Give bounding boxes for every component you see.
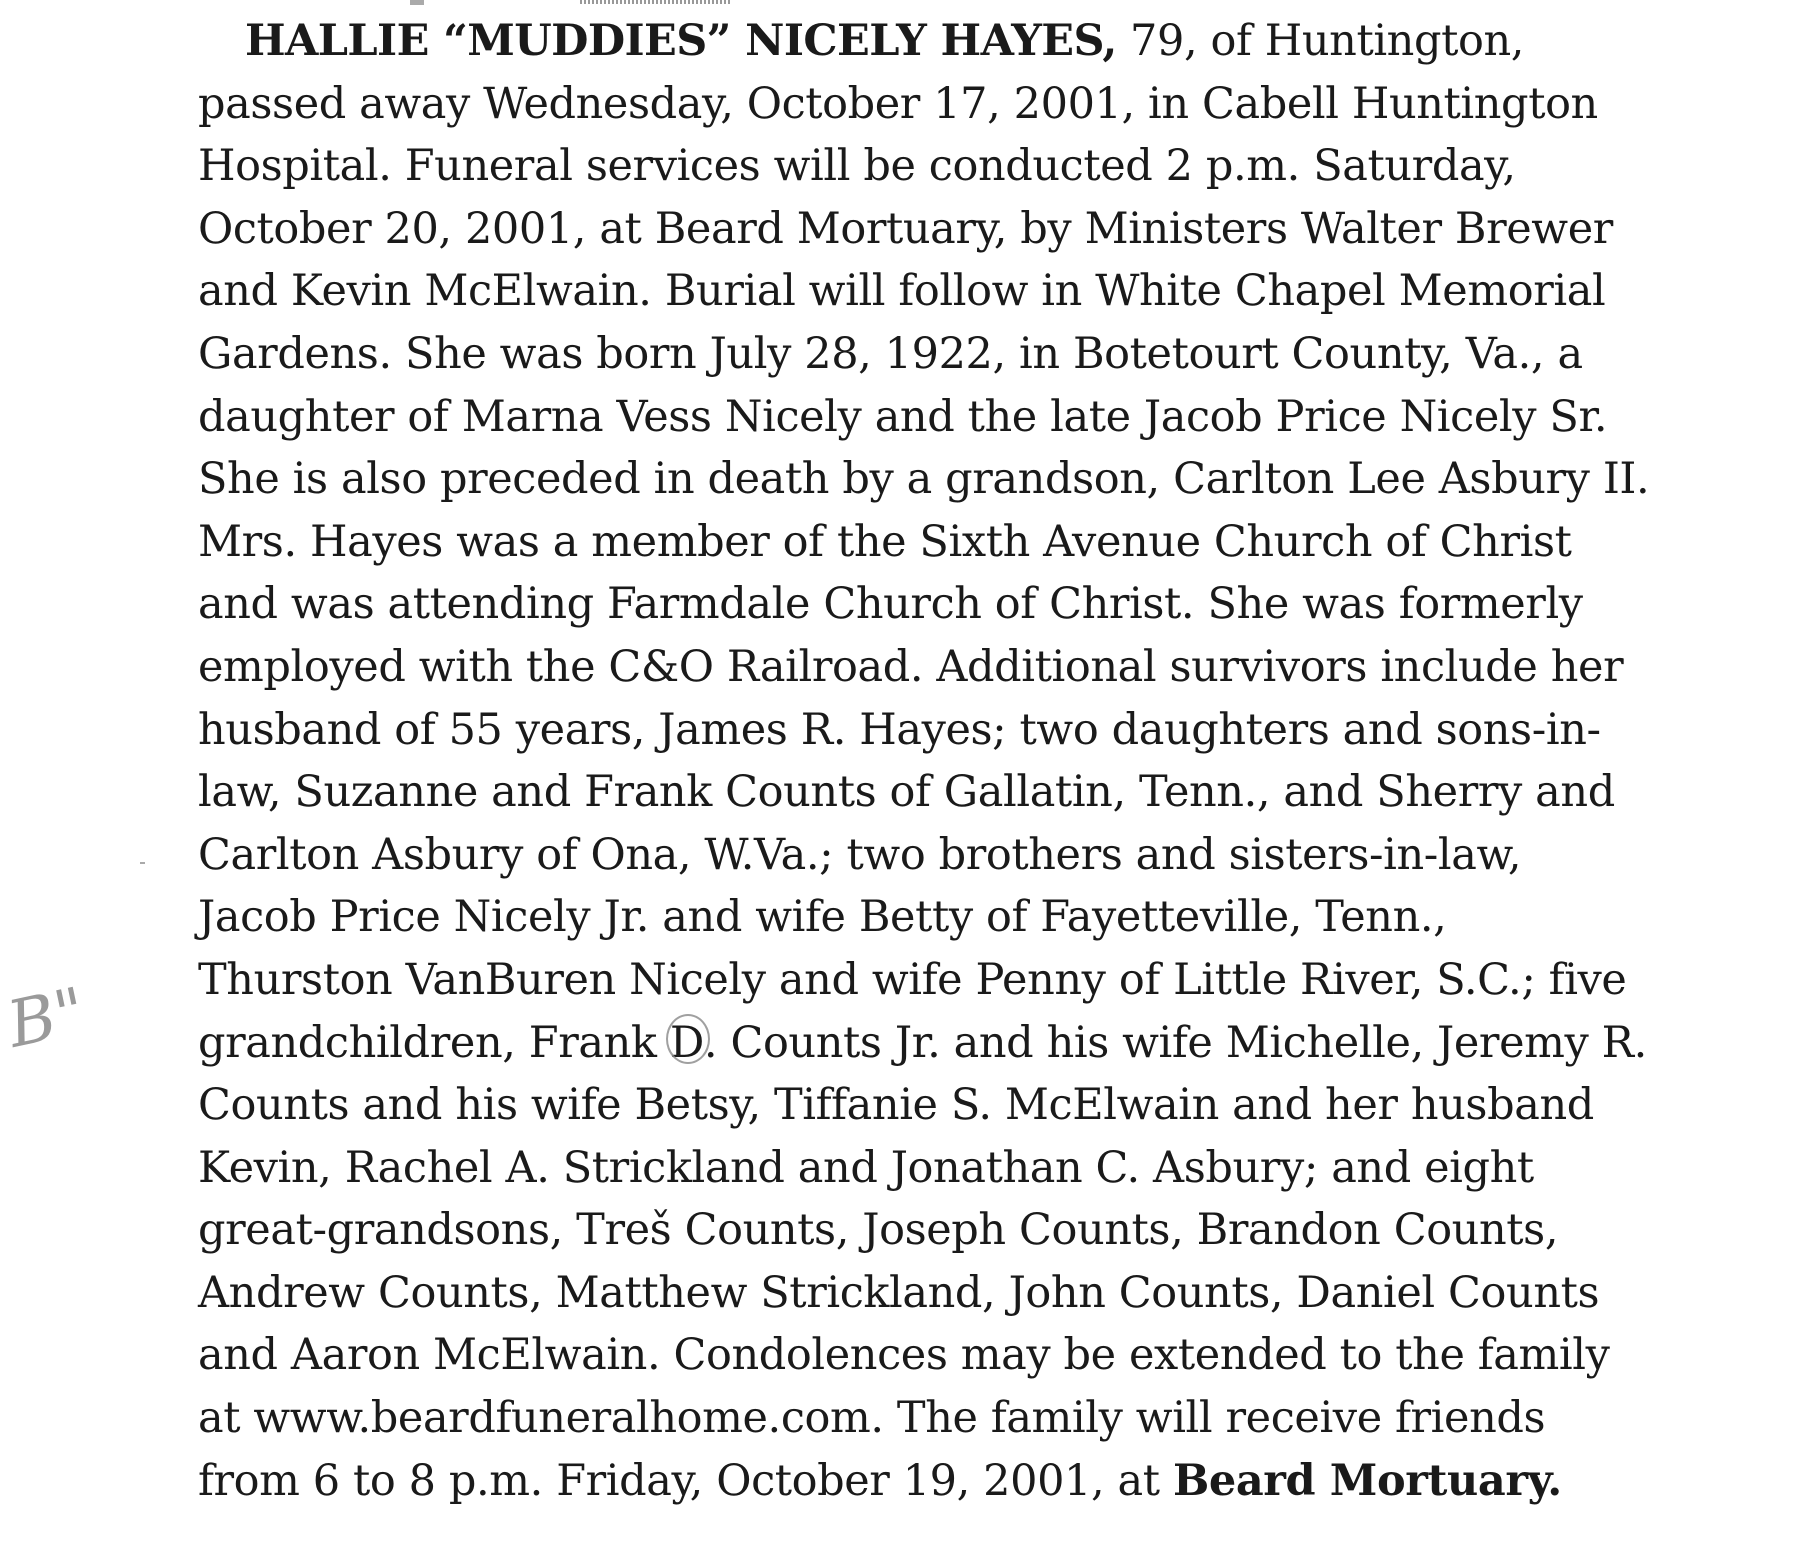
obituary-line xyxy=(198,511,1798,574)
obituary-line xyxy=(198,1324,1798,1387)
circled-initial-letter: D xyxy=(669,1017,704,1068)
circled-initial xyxy=(670,1012,704,1075)
obituary-line xyxy=(198,824,1798,887)
mortuary-name: Beard Mortuary. xyxy=(1172,1455,1562,1506)
obituary-text-segment: Hospital. Funeral services will be conducted 2 p.m. Saturday, xyxy=(198,141,1516,192)
obituary-line xyxy=(198,448,1798,511)
obituary-text-segment: October 20, 2001, at Beard Mortuary, by Ministers Walter Brewer xyxy=(198,203,1613,254)
obituary-text-segment: 79, of Huntington, xyxy=(1116,16,1525,66)
margin-speck xyxy=(140,862,145,864)
obituary-line xyxy=(198,886,1798,949)
obituary-text-segment: . Counts Jr. and his wife Michelle, Jeremy R. xyxy=(703,1017,1647,1068)
obituary-line xyxy=(198,10,1798,73)
obituary-line xyxy=(198,761,1798,824)
obituary-line xyxy=(198,198,1798,261)
obituary-line xyxy=(198,323,1798,386)
obituary-line xyxy=(198,386,1798,449)
deceased-name: HALLIE “MUDDIES” NICELY HAYES, xyxy=(245,16,1117,66)
obituary-text-segment: employed with the C&O Railroad. Additional survivors include her xyxy=(198,641,1624,692)
obituary-line xyxy=(198,1137,1798,1200)
obituary-line xyxy=(198,573,1798,636)
obituary-text-segment: Jacob Price Nicely Jr. and wife Betty of Fayetteville, Tenn., xyxy=(198,892,1447,943)
obituary-text-segment: Counts and his wife Betsy, Tiffanie S. McElwain and her husband xyxy=(198,1080,1594,1131)
obituary-text-segment: and Aaron McElwain. Condolences may be extended to the family xyxy=(198,1330,1610,1381)
obituary-text-segment: Gardens. She was born July 28, 1922, in Botetourt County, Va., a xyxy=(198,328,1583,379)
torn-edge-mark xyxy=(410,0,424,5)
obituary-text-segment: at www.beardfuneralhome.com. The family will receive friends xyxy=(198,1393,1546,1444)
obituary-text-segment: She is also preceded in death by a grandson, Carlton Lee Asbury II. xyxy=(198,454,1650,505)
obituary-line xyxy=(198,73,1798,136)
obituary-line xyxy=(198,949,1798,1012)
obituary-text-segment: daughter of Marna Vess Nicely and the late Jacob Price Nicely Sr. xyxy=(198,391,1608,442)
pen-circle-mark xyxy=(666,1014,710,1064)
obituary-line xyxy=(198,260,1798,323)
obituary-text-segment: from 6 to 8 p.m. Friday, October 19, 2001, at xyxy=(198,1455,1173,1506)
obituary-text-segment: Carlton Asbury of Ona, W.Va.; two brothers and sisters-in-law, xyxy=(198,829,1522,880)
obituary-text-segment: grandchildren, Frank xyxy=(198,1017,670,1068)
obituary-text-segment: husband of 55 years, James R. Hayes; two daughters and sons-in- xyxy=(198,704,1601,755)
obituary-text-segment: Andrew Counts, Matthew Strickland, John Counts, Daniel Counts xyxy=(198,1267,1600,1318)
obituary-text-segment: passed away Wednesday, October 17, 2001, in Cabell Huntington xyxy=(198,78,1598,129)
obituary-line xyxy=(198,1450,1798,1513)
obituary-text-segment: and was attending Farmdale Church of Christ. She was formerly xyxy=(198,579,1583,630)
obituary-line xyxy=(198,1012,1798,1075)
obituary-line xyxy=(198,135,1798,198)
obituary-text-segment: Thurston VanBuren Nicely and wife Penny of Little River, S.C.; five xyxy=(198,954,1627,1005)
torn-edge-scrap xyxy=(580,0,730,4)
obituary-line xyxy=(198,636,1798,699)
obituary-text-segment: great-grandsons, Treš Counts, Joseph Counts, Brandon Counts, xyxy=(198,1205,1559,1256)
obituary-line xyxy=(198,1262,1798,1325)
handwritten-margin-note: B" xyxy=(1,974,92,1063)
obituary-line xyxy=(198,1387,1798,1450)
obituary-text xyxy=(198,10,1798,1512)
obituary-text-segment: and Kevin McElwain. Burial will follow in White Chapel Memorial xyxy=(198,266,1606,317)
obituary-line xyxy=(198,1074,1798,1137)
obituary-line xyxy=(198,1199,1798,1262)
obituary-text-segment: Kevin, Rachel A. Strickland and Jonathan C. Asbury; and eight xyxy=(198,1142,1534,1193)
obituary-text-segment: Mrs. Hayes was a member of the Sixth Avenue Church of Christ xyxy=(198,516,1572,567)
obituary-text-segment: law, Suzanne and Frank Counts of Gallatin, Tenn., and Sherry and xyxy=(198,767,1615,818)
obituary-line xyxy=(198,699,1798,762)
